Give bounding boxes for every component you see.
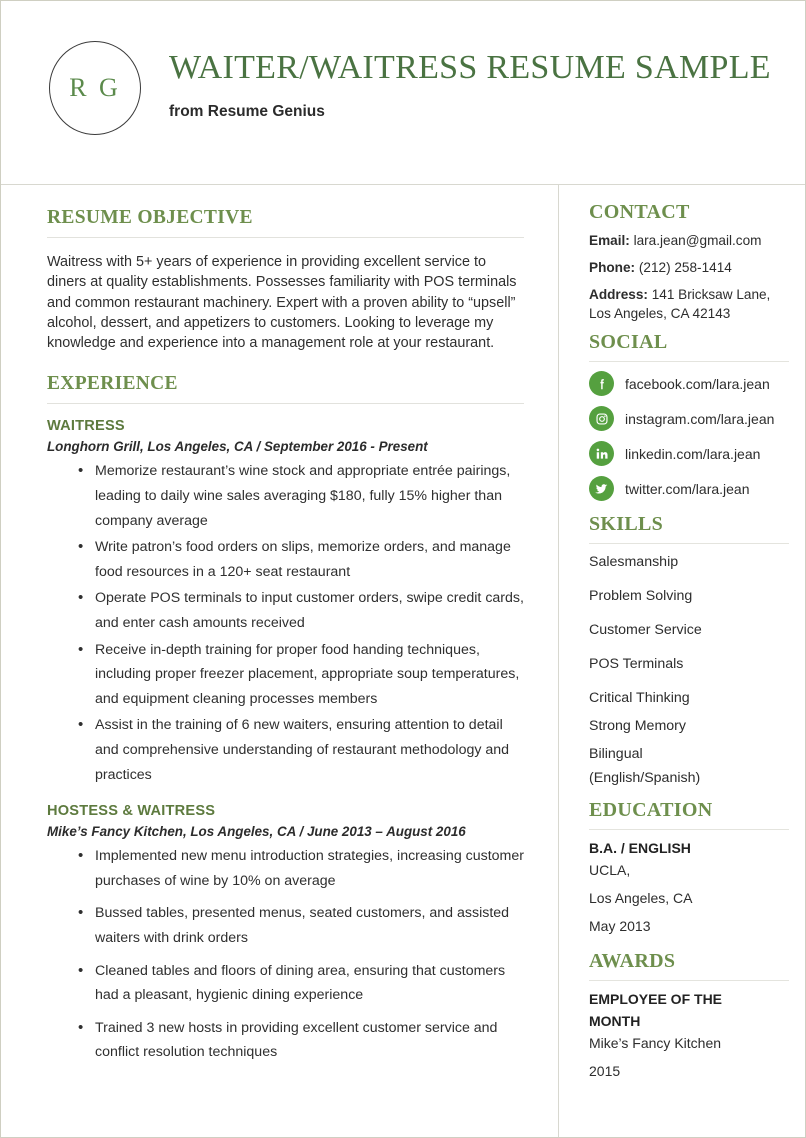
section-heading-contact: CONTACT: [589, 201, 690, 223]
social-link-text: linkedin.com/lara.jean: [625, 445, 761, 462]
experience-entry: [47, 803, 524, 1065]
bullet-item: • Cleaned tables and floors of dining area, ensuring that customers had a pleasant, hygienic dining experience: [47, 959, 524, 1008]
award-organization: Mike’s Fancy Kitchen: [589, 1035, 722, 1051]
main-column: [1, 185, 559, 1138]
section-heading-objective: RESUME OBJECTIVE: [47, 207, 253, 228]
section-divider: [589, 980, 789, 981]
social-links-list: [589, 371, 789, 501]
skill-item: Customer Service: [589, 622, 702, 638]
education-degree: B.A. / ENGLISH: [589, 840, 691, 856]
section-heading-education: EDUCATION: [589, 799, 713, 821]
logo-wrapper: [49, 1, 141, 135]
section-divider: [589, 543, 789, 544]
job-bullets: [47, 844, 524, 1065]
job-meta: Longhorn Grill, Los Angeles, CA / September 2016 - Present: [47, 439, 428, 455]
section-divider: [589, 829, 789, 830]
instagram-icon: [589, 406, 614, 431]
section-divider: [47, 403, 524, 404]
bullet-item: • Receive in-depth training for proper food handing techniques, including proper freezer placement, appropriate soup temperatures, and equipment cleaning processes members: [47, 638, 524, 712]
sidebar-section-skills: [589, 513, 789, 787]
sidebar-section-social: [589, 331, 789, 501]
social-link-instagram[interactable]: [589, 406, 789, 431]
bullet-item: • Trained 3 new hosts in providing excellent customer service and conflict resolution techniques: [47, 1016, 524, 1065]
skill-item: Problem Solving: [589, 588, 693, 604]
contact-address-value-2: Los Angeles, CA 42143: [589, 306, 731, 321]
resume-body: [1, 185, 805, 1138]
award-name-line-1: EMPLOYEE OF THE: [589, 991, 723, 1007]
social-link-linkedin[interactable]: [589, 441, 789, 466]
award-name-line-2: MONTH: [589, 1013, 641, 1029]
section-resume-objective: [47, 207, 524, 353]
contact-phone-label: Phone:: [589, 260, 636, 275]
education-date: May 2013: [589, 918, 651, 934]
contact-address-value: 141 Bricksaw Lane,: [651, 287, 771, 302]
job-meta: Mike’s Fancy Kitchen, Los Angeles, CA / June 2013 – August 2016: [47, 824, 466, 840]
sidebar-section-education: [589, 799, 789, 936]
section-heading-awards: AWARDS: [589, 950, 676, 972]
bullet-item: • Memorize restaurant’s wine stock and appropriate entrée pairings, leading to daily wine sales averaging $180, fully 15% higher than company average: [47, 459, 524, 533]
section-divider: [47, 237, 524, 238]
page-title: WAITER/WAITRESS RESUME SAMPLE: [169, 49, 771, 86]
contact-address: [589, 285, 789, 323]
skill-item: Salesmanship: [589, 554, 679, 570]
job-title: HOSTESS & WAITRESS: [47, 803, 216, 820]
social-link-facebook[interactable]: [589, 371, 789, 396]
education-location: Los Angeles, CA: [589, 890, 693, 906]
job-title: WAITRESS: [47, 418, 125, 435]
objective-text: Waitress with 5+ years of experience in providing excellent service to diners at quality establishments. Possesses familiarity with POS terminals and common restaurant machinery. Expert with a proven ability to “upsell” alcohol, dessert, and appetizers to customers. Looking to leverage my knowledge and experience into a management role at your restaurant.: [47, 254, 517, 352]
section-heading-skills: SKILLS: [589, 513, 664, 535]
section-divider: [589, 361, 789, 362]
contact-phone-value: (212) 258-1414: [638, 260, 732, 275]
skill-item: POS Terminals: [589, 656, 684, 672]
sidebar-column: [559, 185, 805, 1138]
social-link-text: facebook.com/lara.jean: [625, 375, 770, 392]
resume-header: [1, 1, 805, 185]
page-subtitle: from Resume Genius: [169, 103, 325, 120]
linkedin-icon: [589, 441, 614, 466]
contact-email-value: lara.jean@gmail.com: [633, 233, 762, 248]
skill-item: (English/Spanish): [589, 770, 701, 786]
social-link-text: instagram.com/lara.jean: [625, 410, 775, 427]
social-link-text: twitter.com/lara.jean: [625, 480, 750, 497]
social-link-twitter[interactable]: [589, 476, 789, 501]
bullet-item: • Assist in the training of 6 new waiters, ensuring attention to detail and comprehensive understanding of restaurant methodology and practices: [47, 713, 524, 787]
skill-item: Bilingual: [589, 746, 643, 762]
bullet-item: • Operate POS terminals to input customer orders, swipe credit cards, and enter cash amounts received: [47, 586, 524, 635]
sidebar-section-contact: [589, 201, 789, 323]
bullet-item: • Implemented new menu introduction strategies, increasing customer purchases of wine by 10% on average: [47, 844, 524, 893]
job-bullets: [47, 459, 524, 787]
education-school: UCLA,: [589, 862, 631, 878]
skill-item: Critical Thinking: [589, 690, 690, 706]
contact-address-label: Address:: [589, 287, 648, 302]
bullet-item: • Bussed tables, presented menus, seated customers, and assisted waiters with drink orders: [47, 901, 524, 950]
section-heading-experience: EXPERIENCE: [47, 373, 178, 395]
header-title-block: [141, 1, 771, 121]
skill-item: Strong Memory: [589, 718, 686, 734]
contact-email: [589, 231, 789, 250]
facebook-icon: [589, 371, 614, 396]
resume-genius-logo: R G: [49, 41, 141, 135]
bullet-item: • Write patron’s food orders on slips, memorize orders, and manage food resources in a 120+ seat restaurant: [47, 535, 524, 584]
section-heading-social: SOCIAL: [589, 331, 668, 353]
section-experience: [47, 373, 524, 1064]
experience-entry: [47, 418, 524, 787]
award-year: 2015: [589, 1063, 621, 1079]
sidebar-section-awards: [589, 950, 789, 1081]
contact-phone: [589, 258, 789, 277]
twitter-icon: [589, 476, 614, 501]
contact-email-label: Email:: [589, 233, 630, 248]
